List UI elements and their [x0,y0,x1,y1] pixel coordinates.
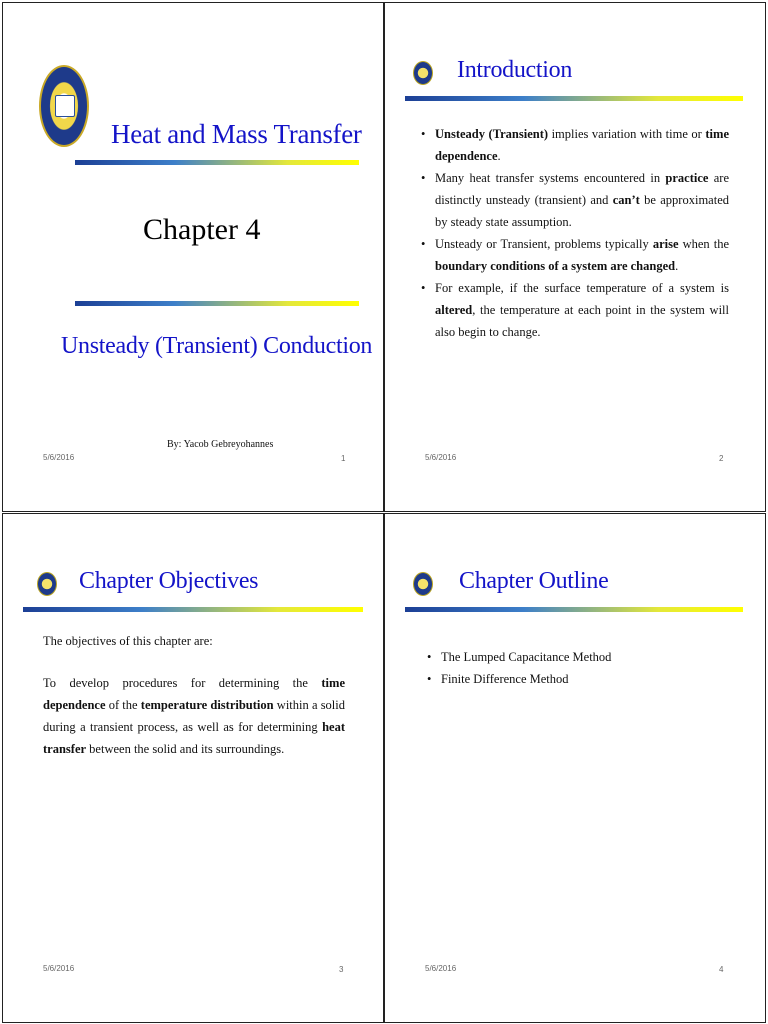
title-divider-top [75,160,359,165]
slide-title: Chapter Objectives [79,568,259,594]
author-line: By: Yacob Gebreyohannes [167,439,274,450]
bullet-item: • Many heat transfer systems encountered in practice are distinctly unsteady (transient) and can’t be approximated by steady state assumption. [419,167,729,233]
slide-date: 5/6/2016 [43,964,75,973]
bullet-item: • Unsteady or Transient, problems typically arise when the boundary conditions of a system are changed. [419,233,729,277]
slide-number: 3 [339,965,344,974]
slide-date: 5/6/2016 [425,964,457,973]
slide-3 [2,513,384,1023]
outline-item: • The Lumped Capacitance Method [425,646,725,668]
slide-date: 5/6/2016 [43,453,75,462]
objectives-paragraph: To develop procedures for determining the time dependence of the temperature distribution within a solid during a transient process, as well as for determining heat transfer between the solid and its surroundings. [43,676,346,756]
bullet-item: • For example, if the surface temperature of a system is altered, the temperature at each point in the system will also begin to change. [419,277,729,343]
introduction-bullets [419,123,729,343]
slide-date: 5/6/2016 [425,453,457,462]
slide-number: 1 [341,454,346,463]
university-logo-icon [413,572,433,596]
title-heat-mass-transfer: Heat and Mass Transfer [111,119,362,149]
slide-title: Introduction [457,57,573,83]
university-logo-icon [413,61,433,85]
university-logo-icon [39,65,89,147]
outline-list [425,646,725,690]
chapter-subtitle: Unsteady (Transient) Conduction [61,333,373,359]
title-divider [23,607,363,612]
university-logo-icon [37,572,57,596]
bullet-item: • Unsteady (Transient) implies variation with time or time dependence. [419,123,729,167]
slide-2 [384,2,766,512]
slide-title: Chapter Outline [459,568,609,594]
slide-number: 2 [719,454,724,463]
outline-item: • Finite Difference Method [425,668,725,690]
title-divider [405,96,743,101]
slide-1 [2,2,384,512]
objectives-text [43,630,345,760]
chapter-number: Chapter 4 [143,213,261,246]
title-divider-bottom [75,301,359,306]
slide-number: 4 [719,965,724,974]
title-divider [405,607,743,612]
slide-4 [384,513,766,1023]
objectives-intro: The objectives of this chapter are: [43,634,213,648]
